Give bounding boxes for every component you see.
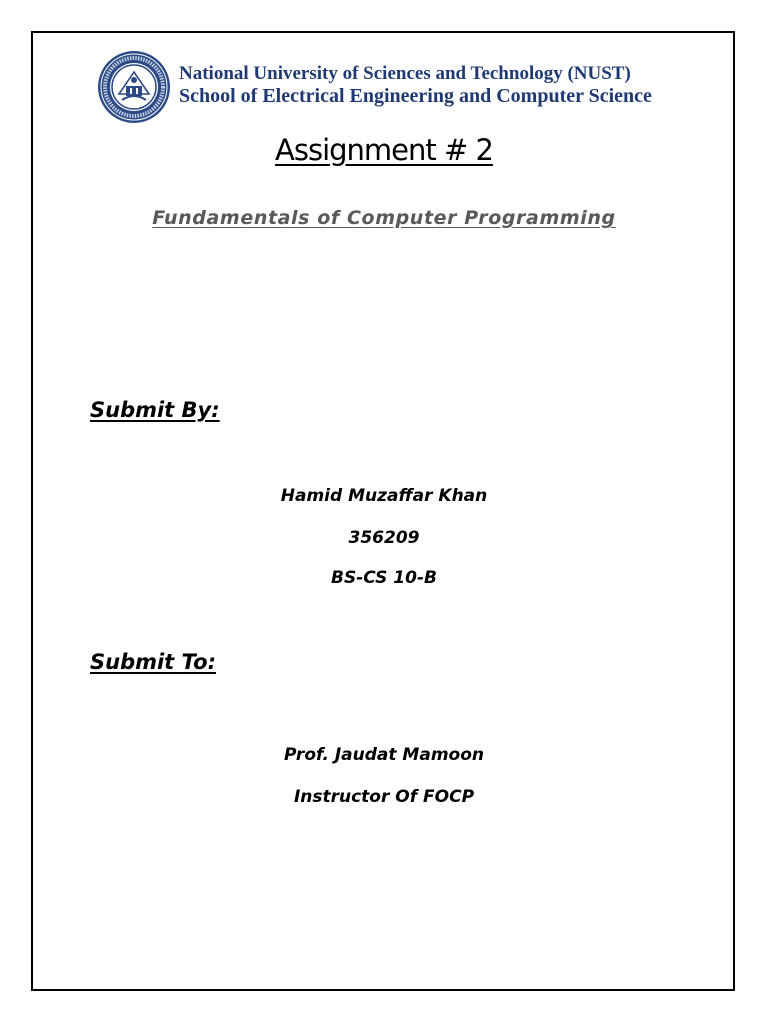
instructor-name: Prof. Jaudat Mamoon [284,745,484,765]
student-registration: 356209 [348,528,420,548]
page-border [31,31,735,991]
letterhead [97,50,697,124]
submit-to-heading: Submit To: [90,650,216,674]
student-name: Hamid Muzaffar Khan [280,486,488,506]
submit-by-heading: Submit By: [90,398,220,422]
nust-seal-logo-icon [97,50,171,124]
university-name: National University of Sciences and Technology (NUST) [179,63,631,84]
letterhead-text [179,62,652,108]
instructor-role: Instructor Of FOCP [293,787,475,807]
school-name: School of Electrical Engineering and Computer Science [179,85,652,107]
student-class: BS-CS 10-B [331,568,437,588]
assignment-title: Assignment # 2 [275,133,493,167]
course-title: Fundamentals of Computer Programming [152,207,616,229]
